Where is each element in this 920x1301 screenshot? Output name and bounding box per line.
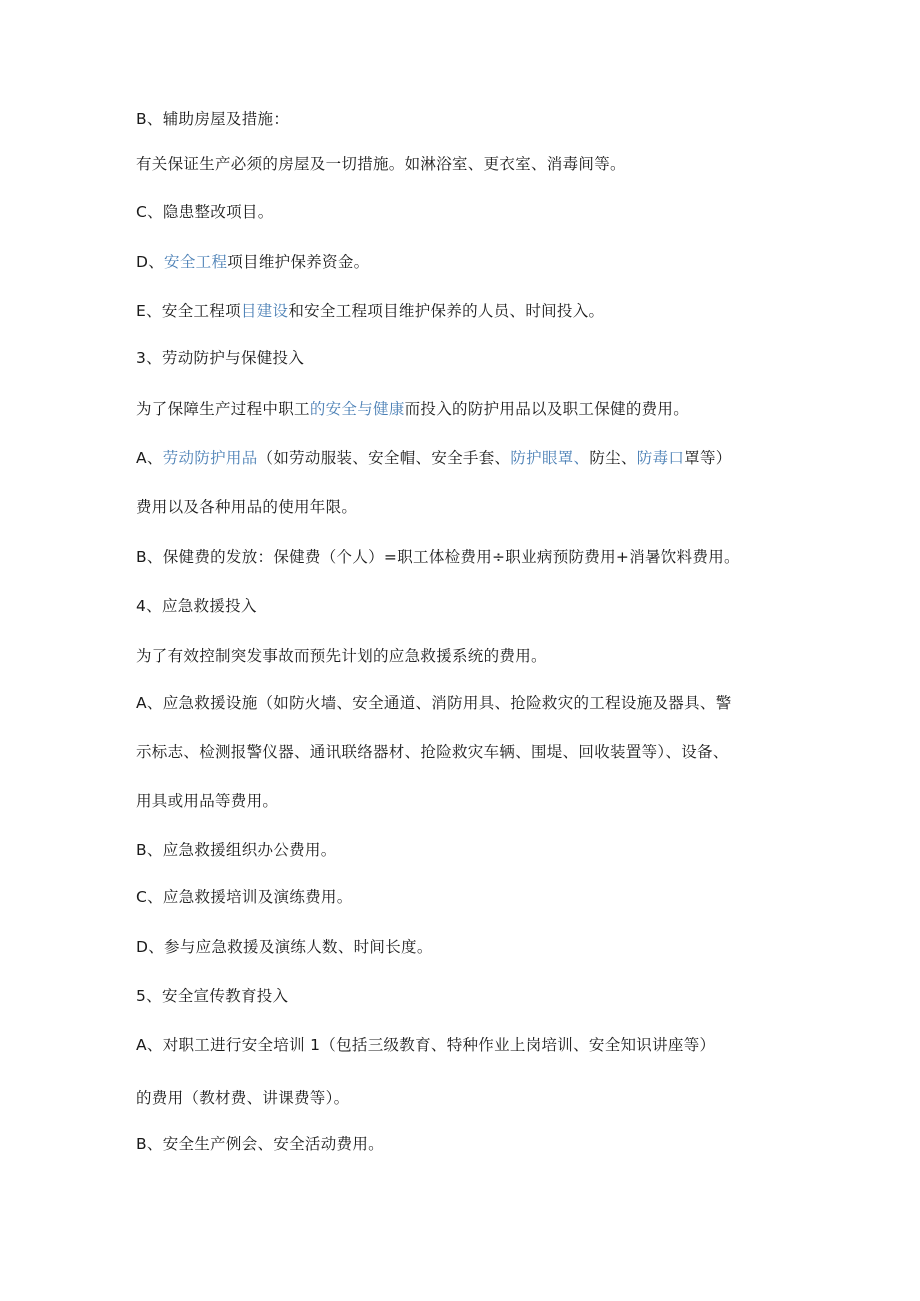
paragraph-b-rescue-office-cost — [136, 838, 796, 862]
text: A、 — [136, 449, 163, 467]
text: E、安全工程项 — [136, 302, 241, 320]
text: D、 — [136, 253, 165, 271]
text: 项目维护保养资金。 — [227, 253, 370, 271]
text: 为了保障生产过程中职工 — [136, 400, 310, 418]
paragraph-c-hazard-rectification — [136, 200, 796, 224]
link-project-construction[interactable]: 目建设 — [240, 302, 289, 320]
text: 和安全工程项目维护保养的人员、时间投入。 — [288, 302, 605, 320]
heading-5-safety-education — [136, 984, 796, 1008]
text: B、应急救援组织办公费用。 — [136, 841, 337, 859]
text: A、应急救援设施（如防火墙、安全通道、消防用具、抢险救灾的工程设施及器具、警 — [136, 694, 732, 712]
link-safety-engineering[interactable]: 安全工程 — [164, 253, 228, 271]
paragraph-b-auxiliary-housing — [136, 107, 796, 131]
link-protective-goggles[interactable]: 防护眼罩、 — [510, 449, 590, 467]
text: C、应急救援培训及演练费用。 — [136, 888, 353, 906]
paragraph-b-health-allowance — [136, 545, 796, 569]
paragraph-equipment-cost-lifespan — [136, 495, 796, 519]
paragraph-labor-protection-purpose — [136, 397, 796, 421]
text: （如劳动服装、安全帽、安全手套、 — [257, 449, 511, 467]
text: 罩等） — [684, 449, 732, 467]
paragraph-c-rescue-training — [136, 885, 796, 909]
paragraph-emergency-rescue-purpose — [136, 644, 796, 668]
text: D、参与应急救援及演练人数、时间长度。 — [136, 938, 433, 956]
text: B、安全生产例会、安全活动费用。 — [136, 1135, 384, 1153]
paragraph-e-personnel-input — [136, 299, 796, 323]
paragraph-d-rescue-participants — [136, 935, 796, 959]
text: A、对职工进行安全培训 1（包括三级教育、特种作业上岗培训、安全知识讲座等） — [136, 1036, 716, 1054]
text: 5、安全宣传教育投入 — [136, 987, 289, 1005]
paragraph-a-safety-training-line2 — [136, 1086, 796, 1110]
heading-3-labor-protection — [136, 346, 796, 370]
paragraph-a-rescue-facilities-line3 — [136, 789, 796, 813]
paragraph-a-rescue-facilities-line1 — [136, 691, 796, 715]
text: 费用以及各种用品的使用年限。 — [136, 498, 358, 516]
paragraph-b-safety-meetings — [136, 1132, 796, 1156]
paragraph-a-rescue-facilities-line2 — [136, 740, 796, 764]
text: 示标志、检测报警仪器、通讯联络器材、抢险救灾车辆、围堤、回收装置等）、设备、 — [136, 743, 729, 761]
paragraph-d-maintenance-funds — [136, 250, 796, 274]
text: 为了有效控制突发事故而预先计划的应急救援系统的费用。 — [136, 647, 547, 665]
paragraph-a-protective-equipment — [136, 446, 796, 470]
heading-4-emergency-rescue — [136, 594, 796, 618]
text: 有关保证生产必须的房屋及一切措施。如淋浴室、更衣室、消毒间等。 — [136, 155, 626, 173]
text: 4、应急救援投入 — [136, 597, 257, 615]
text: 用具或用品等费用。 — [136, 792, 279, 810]
text: 而投入的防护用品以及职工保健的费用。 — [404, 400, 690, 418]
text: 3、劳动防护与保健投入 — [136, 349, 305, 367]
link-gas-mask[interactable]: 防毒口 — [636, 449, 685, 467]
link-labor-protective-equipment[interactable]: 劳动防护用品 — [162, 449, 258, 467]
paragraph-housing-measures — [136, 152, 796, 176]
text: B、保健费的发放：保健费（个人）=职工体检费用÷职业病预防费用+消暑饮料费用。 — [136, 548, 740, 566]
text: 的费用（教材费、讲课费等）。 — [136, 1089, 350, 1107]
text: B、辅助房屋及措施： — [136, 110, 290, 128]
text: 防尘、 — [589, 449, 637, 467]
link-safety-and-health[interactable]: 的安全与健康 — [309, 400, 405, 418]
paragraph-a-safety-training-line1 — [136, 1033, 796, 1057]
text: C、隐患整改项目。 — [136, 203, 274, 221]
